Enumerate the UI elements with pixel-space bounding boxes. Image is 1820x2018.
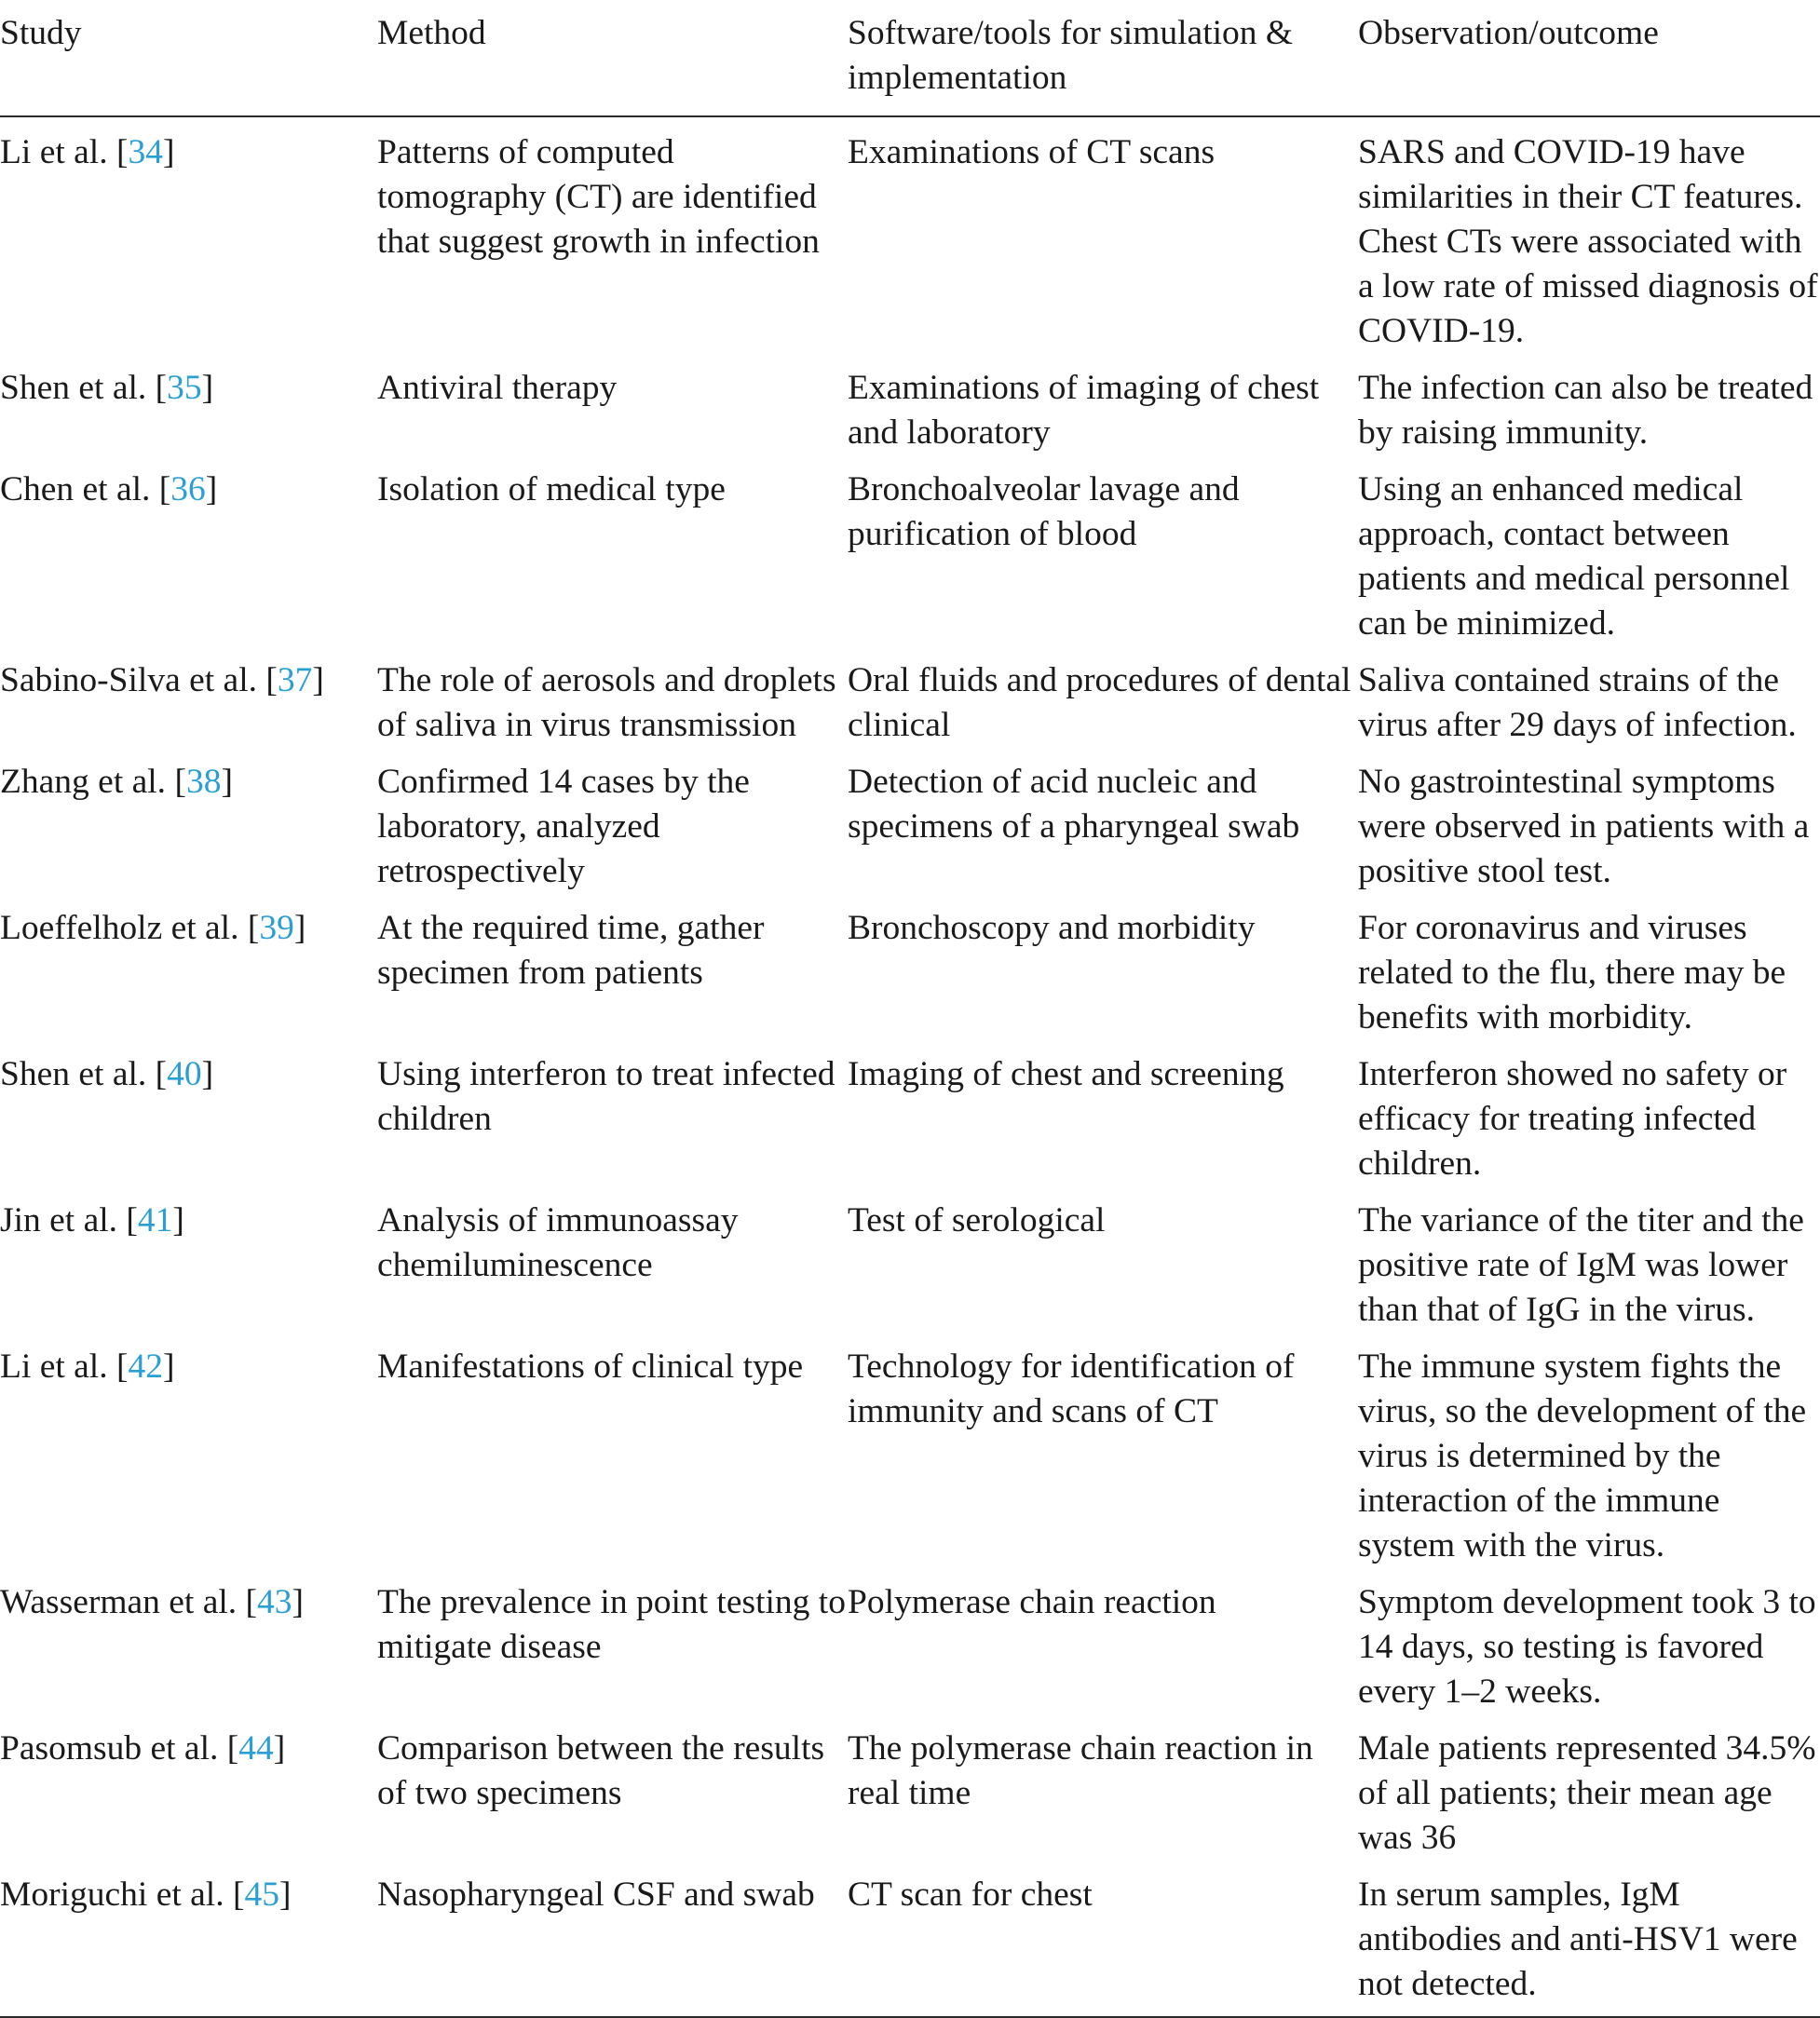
header-outcome: Observation/outcome bbox=[1358, 0, 1820, 116]
table-row bbox=[0, 1040, 1820, 1186]
method-cell: Using interferon to treat infected children bbox=[377, 1055, 835, 1138]
method-cell: Patterns of computed tomography (CT) are identified that suggest growth in infection bbox=[377, 133, 820, 261]
citation-link[interactable]: 41 bbox=[137, 1201, 173, 1239]
study-name: Loeffelholz et al. bbox=[0, 909, 239, 947]
study-cell: Li et al. [34] bbox=[0, 133, 175, 171]
citation-link[interactable]: 35 bbox=[167, 369, 202, 407]
tools-cell: Bronchoscopy and morbidity bbox=[848, 909, 1256, 947]
table-row bbox=[0, 1186, 1820, 1333]
citation-link[interactable]: 34 bbox=[128, 133, 163, 171]
header-row bbox=[0, 0, 1820, 116]
method-cell: Isolation of medical type bbox=[377, 470, 726, 508]
table-row bbox=[0, 646, 1820, 748]
outcome-cell: Using an enhanced medical approach, contact between patients and medical personnel can be minimized. bbox=[1358, 470, 1790, 643]
tools-cell: CT scan for chest bbox=[848, 1861, 1358, 2017]
study-cell: Pasomsub et al. [44] bbox=[0, 1729, 286, 1767]
tools-cell: Test of serological bbox=[848, 1201, 1106, 1239]
citation-link[interactable]: 42 bbox=[128, 1348, 163, 1386]
outcome-cell: The variance of the titer and the positive rate of IgM was lower than that of IgG in the virus. bbox=[1358, 1201, 1804, 1329]
outcome-cell: In serum samples, IgM antibodies and anti-HSV1 were not detected. bbox=[1358, 1861, 1820, 2017]
citation-link[interactable]: 45 bbox=[244, 1876, 279, 1914]
outcome-cell: Saliva contained strains of the virus after 29 days of infection. bbox=[1358, 661, 1797, 744]
method-cell: Comparison between the results of two specimens bbox=[377, 1729, 825, 1812]
study-cell: Chen et al. [36] bbox=[0, 470, 218, 508]
tools-cell: Detection of acid nucleic and specimens of a pharyngeal swab bbox=[848, 763, 1300, 846]
table-row bbox=[0, 1333, 1820, 1568]
tools-cell: Oral fluids and procedures of dental clinical bbox=[848, 661, 1351, 744]
study-name: Jin et al. bbox=[0, 1201, 118, 1239]
tools-cell: Polymerase chain reaction bbox=[848, 1583, 1216, 1621]
table-row bbox=[0, 116, 1820, 354]
citation-link[interactable]: 36 bbox=[170, 470, 206, 508]
outcome-cell: For coronavirus and viruses related to the flu, there may be benefits with morbidity. bbox=[1358, 909, 1786, 1036]
study-cell: Loeffelholz et al. [39] bbox=[0, 909, 306, 947]
tools-cell: Technology for identification of immunity and scans of CT bbox=[848, 1348, 1295, 1430]
method-cell: At the required time, gather specimen from patients bbox=[377, 909, 765, 992]
study-cell: Wasserman et al. [43] bbox=[0, 1583, 305, 1621]
outcome-cell: Interferon showed no safety or efficacy for treating infected children. bbox=[1358, 1055, 1787, 1183]
tools-cell: Examinations of CT scans bbox=[848, 133, 1216, 171]
study-cell: Zhang et al. [38] bbox=[0, 763, 233, 801]
header-tools: Software/tools for simulation & implementation bbox=[848, 0, 1358, 116]
study-name: Li et al. bbox=[0, 133, 108, 171]
tools-cell: Examinations of imaging of chest and laboratory bbox=[848, 369, 1320, 452]
study-name: Zhang et al. bbox=[0, 763, 167, 801]
table-header bbox=[0, 0, 1820, 116]
table-row bbox=[0, 748, 1820, 894]
table-body bbox=[0, 116, 1820, 2017]
table-row bbox=[0, 455, 1820, 646]
outcome-cell: The infection can also be treated by raising immunity. bbox=[1358, 369, 1813, 452]
study-name: Shen et al. bbox=[0, 369, 147, 407]
method-cell: The role of aerosols and droplets of saliva in virus transmission bbox=[377, 661, 836, 744]
study-name: Li et al. bbox=[0, 1348, 108, 1386]
table-row bbox=[0, 1861, 1820, 2017]
tools-cell: The polymerase chain reaction in real time bbox=[848, 1729, 1313, 1812]
method-cell: Analysis of immunoassay chemiluminescence bbox=[377, 1201, 739, 1284]
header-method: Method bbox=[377, 0, 848, 116]
citation-link[interactable]: 43 bbox=[257, 1583, 292, 1621]
citation-link[interactable]: 44 bbox=[238, 1729, 274, 1767]
method-cell: Manifestations of clinical type bbox=[377, 1348, 804, 1386]
outcome-cell: Symptom development took 3 to 14 days, so testing is favored every 1–2 weeks. bbox=[1358, 1583, 1816, 1711]
method-cell: Nasopharyngeal CSF and swab bbox=[377, 1861, 848, 2017]
citation-link[interactable]: 38 bbox=[185, 763, 222, 801]
method-cell: The prevalence in point testing to mitigate disease bbox=[377, 1583, 846, 1666]
study-cell: Jin et al. [41] bbox=[0, 1201, 184, 1239]
citation-link[interactable]: 39 bbox=[259, 909, 294, 947]
study-cell: Shen et al. [35] bbox=[0, 369, 214, 407]
study-cell: Sabino-Silva et al. [37] bbox=[0, 661, 324, 699]
method-cell: Confirmed 14 cases by the laboratory, analyzed retrospectively bbox=[377, 763, 750, 890]
tools-cell: Imaging of chest and screening bbox=[848, 1055, 1284, 1093]
outcome-cell: Male patients represented 34.5% of all patients; their mean age was 36 bbox=[1358, 1729, 1816, 1857]
study-name: Wasserman et al. bbox=[0, 1583, 238, 1621]
study-cell: Li et al. [42] bbox=[0, 1348, 175, 1386]
outcome-cell: The immune system fights the virus, so the development of the virus is determined by the interaction of the immune system with the virus. bbox=[1358, 1348, 1807, 1564]
table-row bbox=[0, 1568, 1820, 1714]
study-name: Shen et al. bbox=[0, 1055, 147, 1093]
table-row bbox=[0, 1714, 1820, 1861]
outcome-cell: No gastrointestinal symptoms were observed in patients with a positive stool test. bbox=[1358, 763, 1810, 890]
tools-cell: Bronchoalveolar lavage and purification of blood bbox=[848, 470, 1240, 553]
citation-link[interactable]: 37 bbox=[277, 661, 313, 699]
outcome-cell: SARS and COVID-19 have similarities in their CT features. Chest CTs were associated with a low rate of missed diagnosis of COVID-19. bbox=[1358, 133, 1818, 350]
study-cell: Moriguchi et al. [45] bbox=[0, 1861, 377, 2017]
study-name: Pasomsub et al. bbox=[0, 1729, 219, 1767]
study-name: Chen et al. bbox=[0, 470, 151, 508]
study-name: Sabino-Silva et al. bbox=[0, 661, 257, 699]
citation-link[interactable]: 40 bbox=[167, 1055, 202, 1093]
header-study: Study bbox=[0, 0, 377, 116]
table-row bbox=[0, 894, 1820, 1040]
method-cell: Antiviral therapy bbox=[377, 369, 618, 407]
table-row bbox=[0, 354, 1820, 455]
study-cell: Shen et al. [40] bbox=[0, 1055, 214, 1093]
study-name: Moriguchi et al. bbox=[0, 1876, 224, 1914]
